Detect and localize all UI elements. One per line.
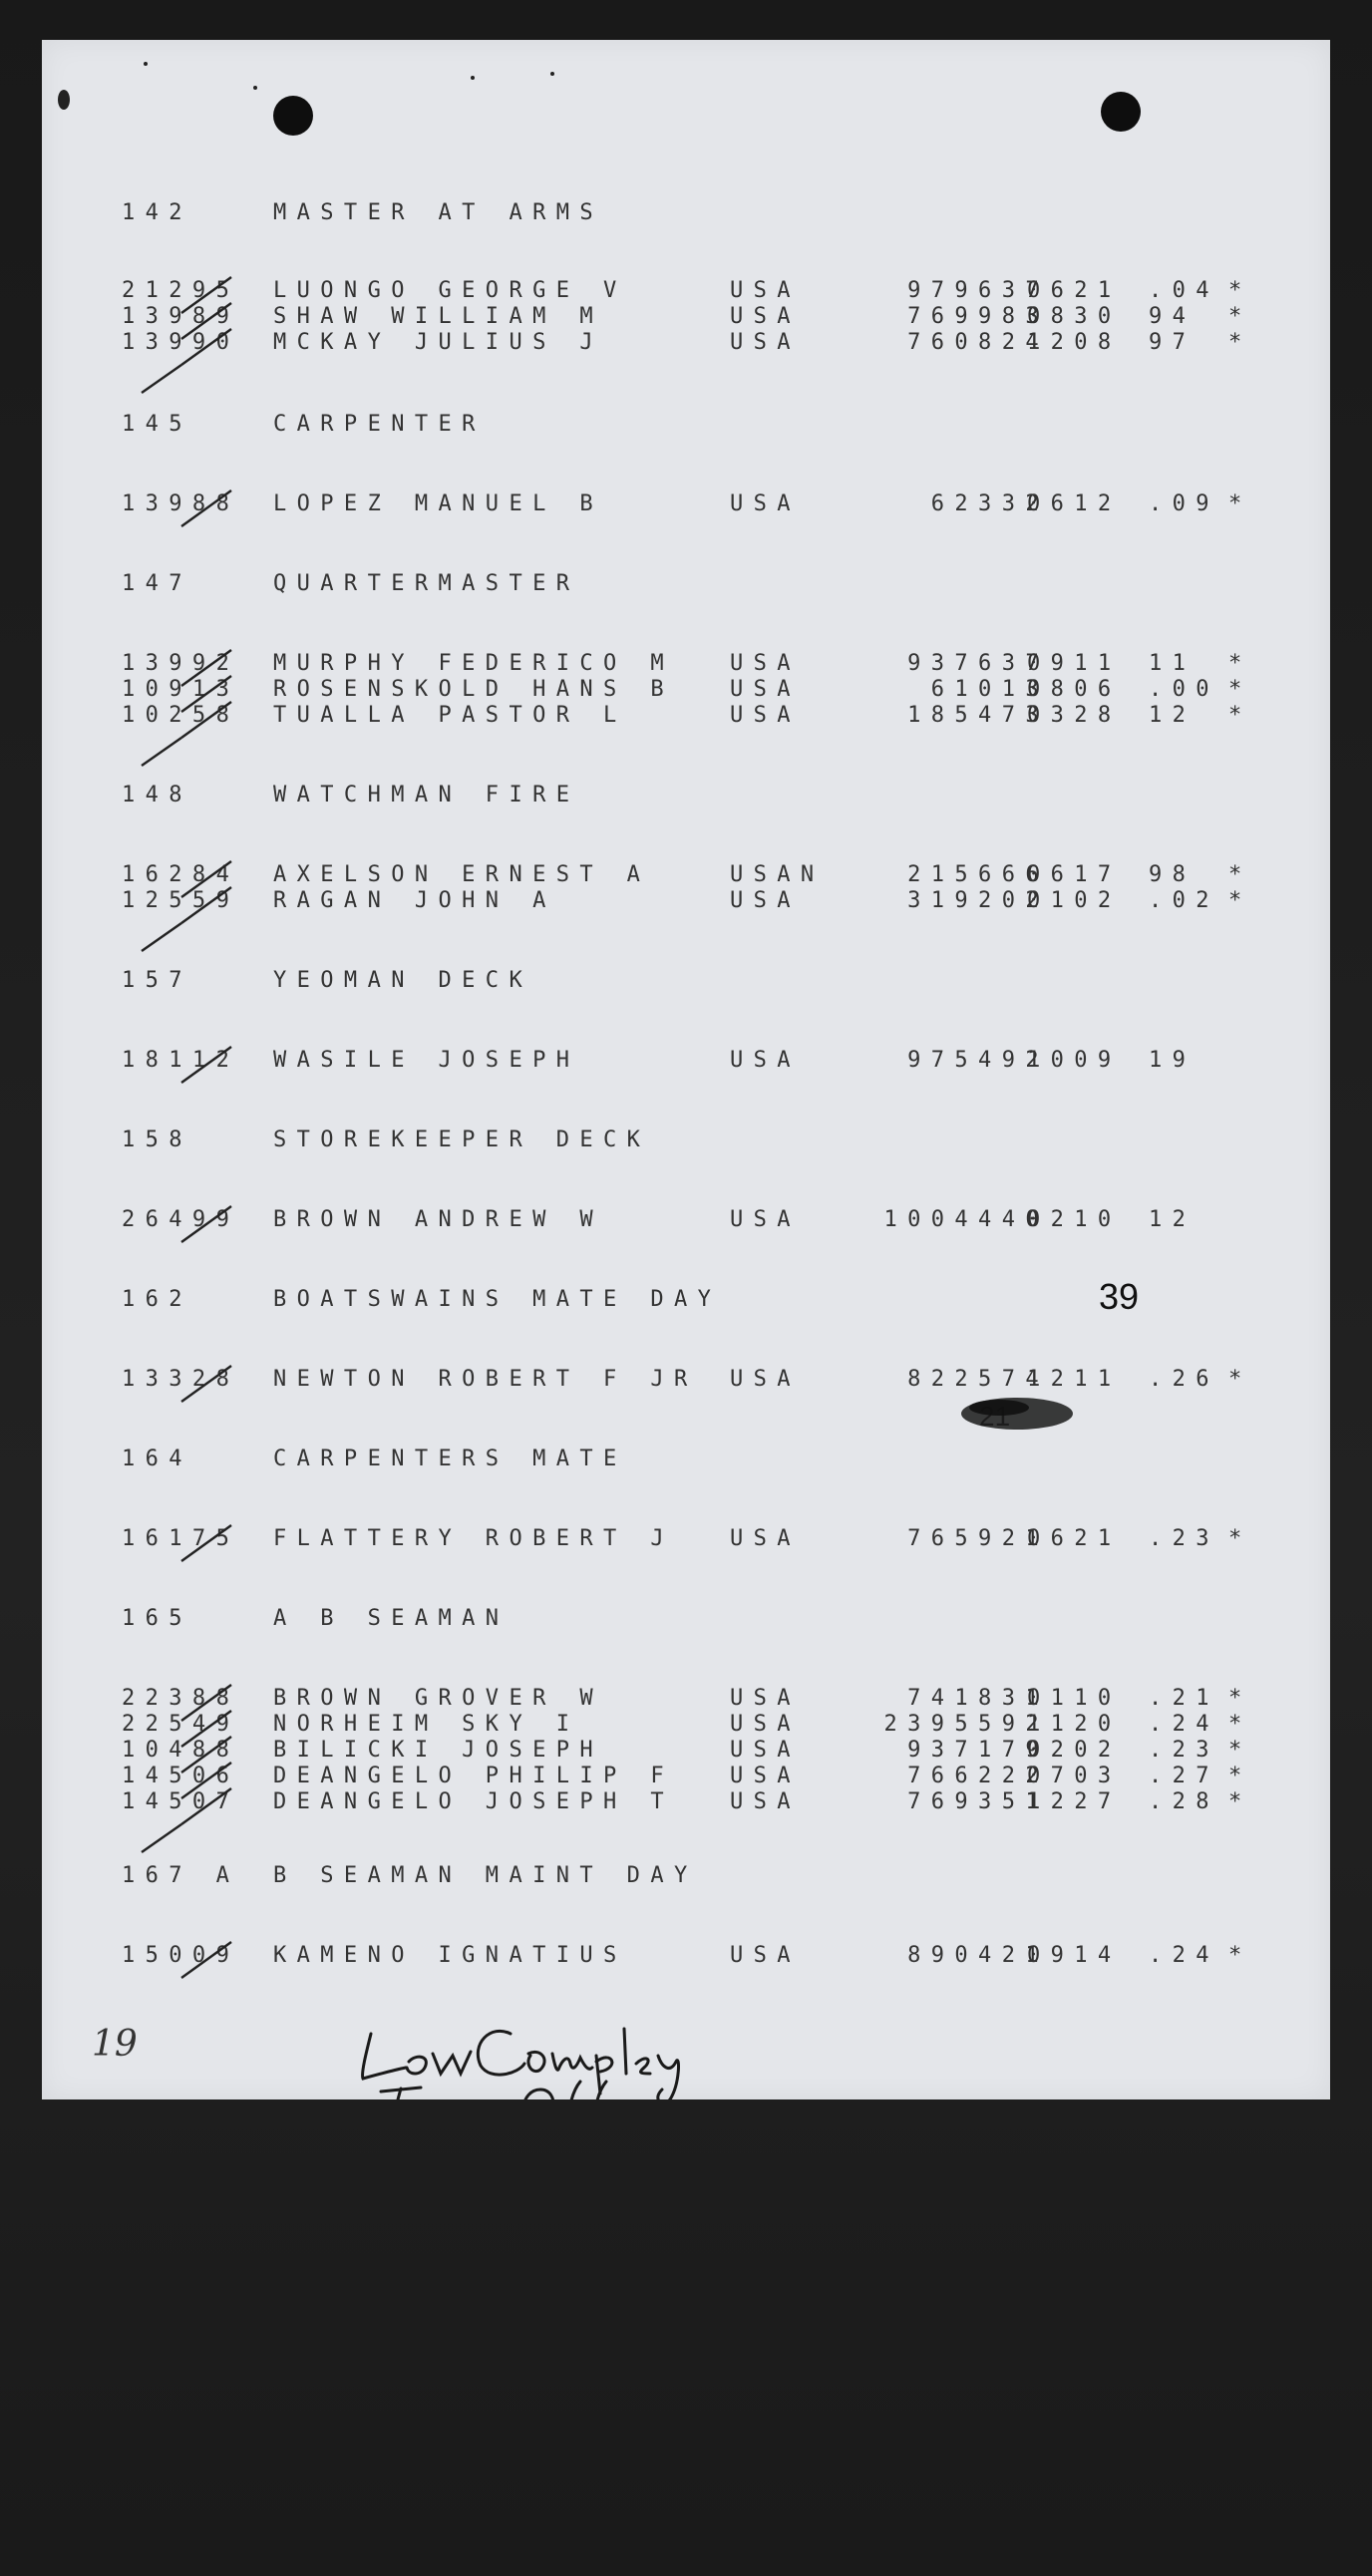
section-title: YEOMAN DECK <box>273 968 533 993</box>
record-number: 10913 <box>122 677 240 702</box>
record-number: 14506 <box>122 1764 240 1788</box>
citizenship: USA <box>730 1367 801 1392</box>
crew-name: MCKAY JULIUS J <box>273 330 604 355</box>
asterisk-mark: * <box>1228 1686 1252 1711</box>
id-number: 1004440 <box>883 1207 1049 1232</box>
id-number: 760824 <box>907 330 1049 355</box>
date-code: 1208 <box>1027 330 1122 355</box>
section-title: A B SEAMAN <box>273 1606 510 1631</box>
record-number: 13989 <box>122 304 240 329</box>
citizenship: USA <box>730 1764 801 1788</box>
citizenship: USA <box>730 888 801 913</box>
crew-name: KAMENO IGNATIUS <box>273 1943 627 1968</box>
id-number: 937637 <box>907 651 1049 676</box>
date-code: 0210 <box>1027 1207 1122 1232</box>
crew-name: MURPHY FEDERICO M <box>273 651 674 676</box>
section-code: 142 <box>122 200 192 225</box>
section-title: CARPENTERS MATE <box>273 1447 627 1471</box>
date-code: 0911 <box>1027 651 1122 676</box>
record-number: 10258 <box>122 703 240 728</box>
record-number: 12559 <box>122 888 240 913</box>
crew-name: NEWTON ROBERT F JR <box>273 1367 698 1392</box>
id-number: 979637 <box>907 278 1049 303</box>
citizenship: USA <box>730 1738 801 1763</box>
extra-code: .04 <box>1149 278 1219 303</box>
crew-name: DEANGELO JOSEPH T <box>273 1789 674 1814</box>
extra-code: .28 <box>1149 1789 1219 1814</box>
extra-code: 19 <box>1149 1048 1197 1073</box>
extra-code: .23 <box>1149 1526 1219 1551</box>
asterisk-mark: * <box>1228 888 1252 913</box>
crew-name: TUALLA PASTOR L <box>273 703 627 728</box>
record-number: 10488 <box>122 1738 240 1763</box>
date-code: 1120 <box>1027 1712 1122 1737</box>
signature <box>42 40 1330 2099</box>
id-number: 215666 <box>907 862 1049 887</box>
id-number: 741831 <box>907 1686 1049 1711</box>
record-number: 26499 <box>122 1207 240 1232</box>
asterisk-mark: * <box>1228 651 1252 676</box>
crew-name: BILICKI JOSEPH <box>273 1738 604 1763</box>
extra-code: .21 <box>1149 1686 1219 1711</box>
date-code: 0328 <box>1027 703 1122 728</box>
page-number: 39 <box>1099 1276 1140 1317</box>
id-number: 890421 <box>907 1943 1049 1968</box>
date-code: 0202 <box>1027 1738 1122 1763</box>
id-number: 319202 <box>907 888 1049 913</box>
record-number: 22388 <box>122 1686 240 1711</box>
id-number: 937179 <box>907 1738 1049 1763</box>
section-code: 167 A <box>122 1863 240 1888</box>
section-code: 165 <box>122 1606 192 1631</box>
citizenship: USA <box>730 677 801 702</box>
asterisk-mark: * <box>1228 862 1252 887</box>
asterisk-mark: * <box>1228 304 1252 329</box>
date-code: 1227 <box>1027 1789 1122 1814</box>
extra-code: .24 <box>1149 1943 1219 1968</box>
extra-code: .27 <box>1149 1764 1219 1788</box>
asterisk-mark: * <box>1228 1943 1252 1968</box>
asterisk-mark: * <box>1228 703 1252 728</box>
date-code: 0621 <box>1027 1526 1122 1551</box>
record-number: 13328 <box>122 1367 240 1392</box>
asterisk-mark: * <box>1228 1764 1252 1788</box>
section-title: MASTER AT ARMS <box>273 200 604 225</box>
asterisk-mark: * <box>1228 491 1252 516</box>
extra-code: 94 <box>1149 304 1197 329</box>
extra-code: 12 <box>1149 703 1197 728</box>
date-code: 0110 <box>1027 1686 1122 1711</box>
date-code: 0102 <box>1027 888 1122 913</box>
date-code: 0830 <box>1027 304 1122 329</box>
id-number: 822574 <box>907 1367 1049 1392</box>
citizenship: USA <box>730 1686 801 1711</box>
extra-code: 97 <box>1149 330 1197 355</box>
crew-name: FLATTERY ROBERT J <box>273 1526 674 1551</box>
date-code: 0806 <box>1027 677 1122 702</box>
crew-name: DEANGELO PHILIP F <box>273 1764 674 1788</box>
citizenship: USA <box>730 278 801 303</box>
record-number: 15009 <box>122 1943 240 1968</box>
id-number: 61013 <box>930 677 1049 702</box>
record-number: 13992 <box>122 651 240 676</box>
citizenship: USA <box>730 651 801 676</box>
crew-name: ROSENSKOLD HANS B <box>273 677 674 702</box>
asterisk-mark: * <box>1228 330 1252 355</box>
extra-code: .24 <box>1149 1712 1219 1737</box>
id-number: 62332 <box>930 491 1049 516</box>
crew-name: WASILE JOSEPH <box>273 1048 580 1073</box>
crew-name: BROWN GROVER W <box>273 1686 604 1711</box>
citizenship: USA <box>730 1048 801 1073</box>
id-number: 185473 <box>907 703 1049 728</box>
record-number: 16284 <box>122 862 240 887</box>
crew-name: NORHEIM SKY I <box>273 1712 580 1737</box>
date-code: 1009 <box>1027 1048 1122 1073</box>
date-code: 1211 <box>1027 1367 1122 1392</box>
crew-name: BROWN ANDREW W <box>273 1207 604 1232</box>
manifest-sheet <box>42 40 1330 2099</box>
asterisk-mark: * <box>1228 1526 1252 1551</box>
section-code: 157 <box>122 968 192 993</box>
crew-name: LOPEZ MANUEL B <box>273 491 604 516</box>
asterisk-mark: * <box>1228 1789 1252 1814</box>
asterisk-mark: * <box>1228 278 1252 303</box>
record-number: 14507 <box>122 1789 240 1814</box>
id-number: 769351 <box>907 1789 1049 1814</box>
margin-note: 19 <box>92 2024 138 2065</box>
citizenship: USA <box>730 304 801 329</box>
extra-code: 12 <box>1149 1207 1197 1232</box>
extra-code: .00 <box>1149 677 1219 702</box>
citizenship: USA <box>730 703 801 728</box>
id-number: 765921 <box>907 1526 1049 1551</box>
asterisk-mark: * <box>1228 677 1252 702</box>
record-number: 16175 <box>122 1526 240 1551</box>
id-number: 975492 <box>907 1048 1049 1073</box>
extra-code: .26 <box>1149 1367 1219 1392</box>
extra-code: 98 <box>1149 862 1197 887</box>
section-title: QUARTERMASTER <box>273 571 580 596</box>
citizenship: USA <box>730 1207 801 1232</box>
citizenship: USA <box>730 1943 801 1968</box>
citizenship: USAN <box>730 862 825 887</box>
section-code: 147 <box>122 571 192 596</box>
id-number: 766222 <box>907 1764 1049 1788</box>
extra-code: 11 <box>1149 651 1197 676</box>
date-code: 0617 <box>1027 862 1122 887</box>
section-title: STOREKEEPER DECK <box>273 1127 651 1152</box>
section-code: 148 <box>122 783 192 807</box>
record-number: 22549 <box>122 1712 240 1737</box>
crew-name: SHAW WILLIAM M <box>273 304 604 329</box>
section-code: 162 <box>122 1287 192 1312</box>
date-code: 0914 <box>1027 1943 1122 1968</box>
extra-code: .02 <box>1149 888 1219 913</box>
asterisk-mark: * <box>1228 1738 1252 1763</box>
section-title: B SEAMAN MAINT DAY <box>273 1863 698 1888</box>
record-number: 13990 <box>122 330 240 355</box>
section-code: 145 <box>122 412 192 437</box>
citizenship: USA <box>730 330 801 355</box>
section-title: CARPENTER <box>273 412 486 437</box>
section-code: 164 <box>122 1447 192 1471</box>
record-number: 21295 <box>122 278 240 303</box>
crew-name: RAGAN JOHN A <box>273 888 556 913</box>
extra-code: .09 <box>1149 491 1219 516</box>
crew-name: AXELSON ERNEST A <box>273 862 651 887</box>
date-code: 0703 <box>1027 1764 1122 1788</box>
record-number: 18112 <box>122 1048 240 1073</box>
section-title: WATCHMAN FIRE <box>273 783 580 807</box>
id-number: 2395592 <box>883 1712 1049 1737</box>
citizenship: USA <box>730 491 801 516</box>
asterisk-mark: * <box>1228 1367 1252 1392</box>
citizenship: USA <box>730 1789 801 1814</box>
section-code: 158 <box>122 1127 192 1152</box>
asterisk-mark: * <box>1228 1712 1252 1737</box>
extra-code: .23 <box>1149 1738 1219 1763</box>
record-number: 13988 <box>122 491 240 516</box>
crew-name: LUONGO GEORGE V <box>273 278 627 303</box>
citizenship: USA <box>730 1712 801 1737</box>
section-title: BOATSWAINS MATE DAY <box>273 1287 722 1312</box>
citizenship: USA <box>730 1526 801 1551</box>
id-number: 769983 <box>907 304 1049 329</box>
date-code: 0621 <box>1027 278 1122 303</box>
date-code: 0612 <box>1027 491 1122 516</box>
